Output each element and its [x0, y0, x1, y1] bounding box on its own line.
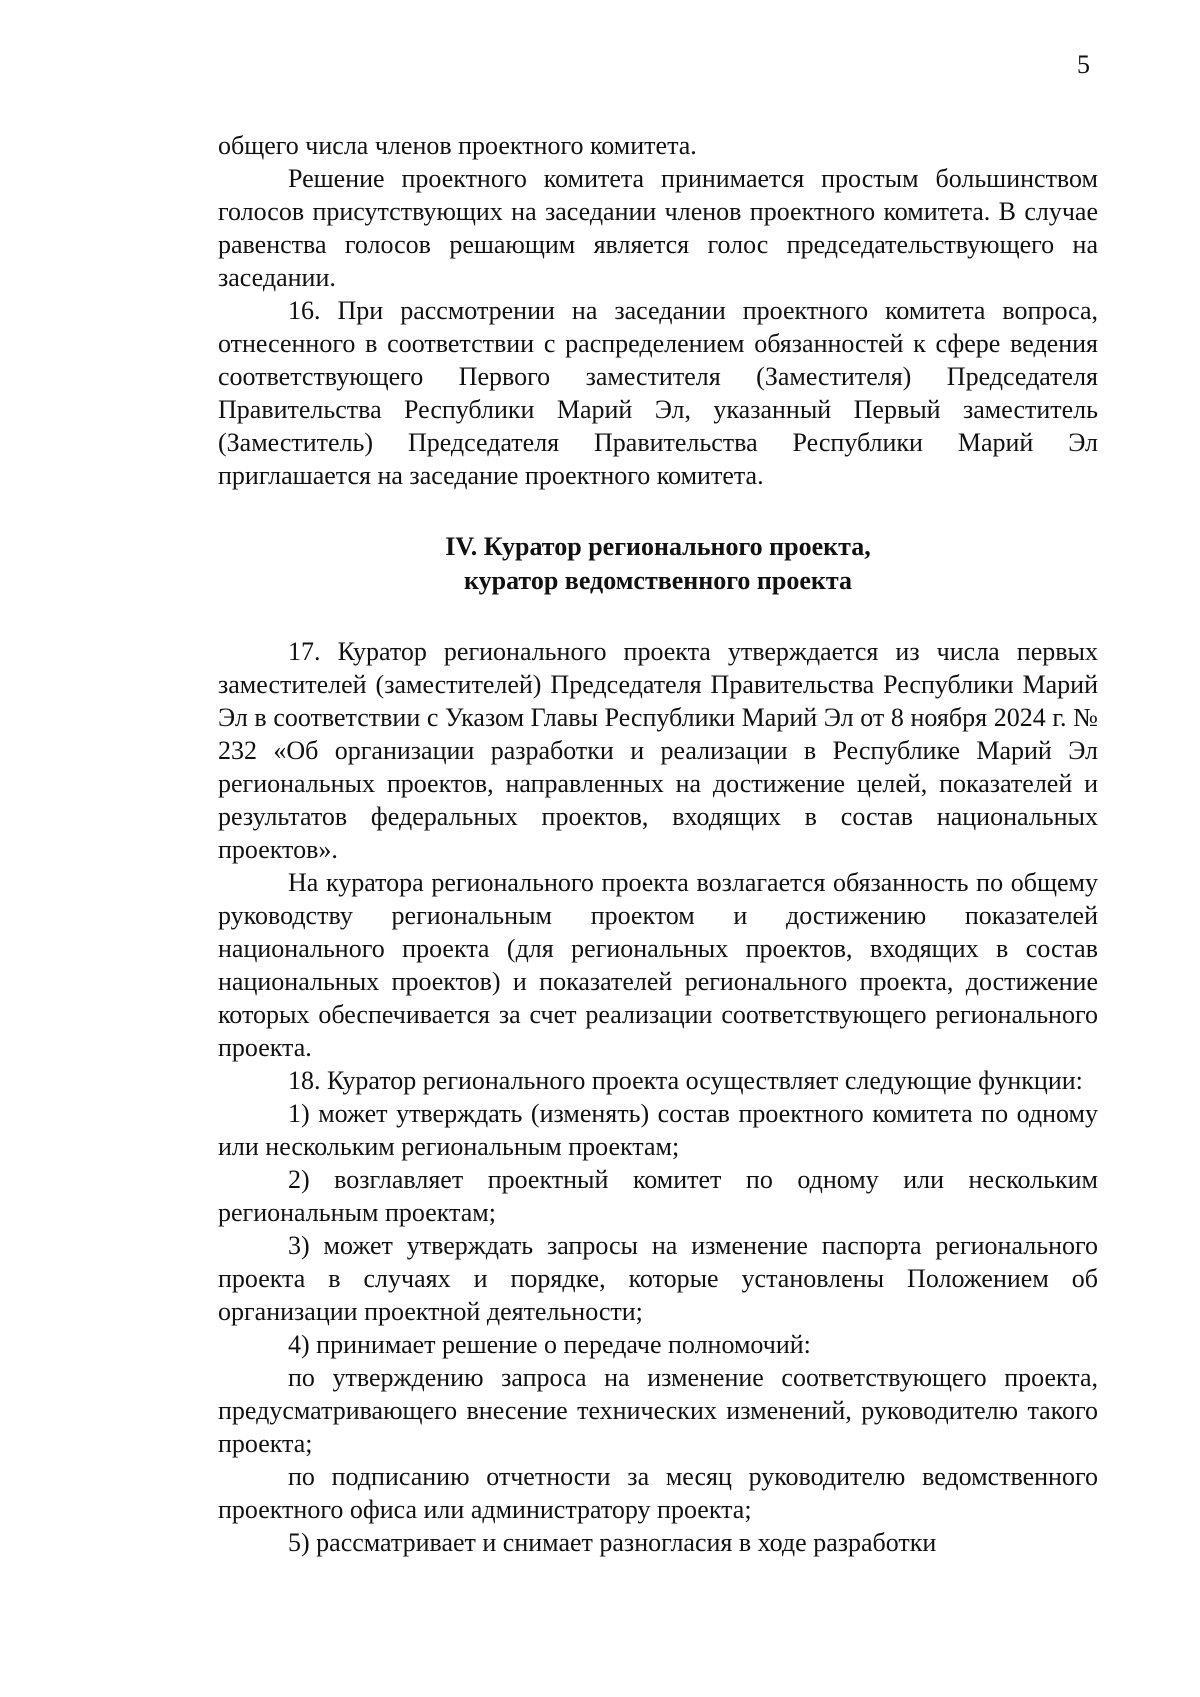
paragraph-decision-rule: Решение проектного комитета принимается простым большинством голосов присутствующих на заседании членов проектного комитета. В случае равенства голосов решающим является голос председательствующего на заседании. [218, 164, 1098, 292]
section-heading-line-2: куратор ведомственного проекта [464, 566, 852, 595]
paragraph-item-16: 16. При рассмотрении на заседании проектного комитета вопроса, отнесенного в соответствии с распределением обязанностей к сфере ведения соответствующего Первого заместителя (Заместителя) Председателя Правительства Республики Марий Эл, указанный Первый заместитель (Заместитель) Председателя Правительства Республики Марий Эл приглашается на заседание проектного комитета. [218, 296, 1098, 490]
document-body [218, 129, 1098, 1559]
paragraph-continuation: общего числа членов проектного комитета. [218, 131, 697, 160]
paragraph-item-17: 17. Куратор регионального проекта утверждается из числа первых заместителей (заместителей) Председателя Правительства Республики Марий Эл в соответствии с Указом Главы Республики Марий Эл от 8 ноября 2024 г. № 232 «Об организации разработки и реализации в Республике Марий Эл региональных проектов, направленных на достижение целей, показателей и результатов федеральных проектов, входящих в состав национальных проектов». [218, 637, 1098, 864]
section-heading-line-1: IV. Куратор регионального проекта, [445, 532, 871, 561]
list-item-4-subitem-1: по утверждению запроса на изменение соответствующего проекта, предусматривающего внесение технических изменений, руководителю такого проекта; [218, 1363, 1098, 1458]
list-item-4: 4) принимает решение о передаче полномочий: [288, 1330, 811, 1359]
list-item-2: 2) возглавляет проектный комитет по одному или нескольким региональным проектам; [218, 1165, 1098, 1227]
list-item-5: 5) рассматривает и снимает разногласия в ходе разработки [288, 1528, 937, 1557]
section-heading [218, 530, 1098, 598]
list-item-4-subitem-2: по подписанию отчетности за месяц руководителю ведомственного проектного офиса или администратору проекта; [218, 1462, 1098, 1524]
list-item-1: 1) может утверждать (изменять) состав проектного комитета по одному или нескольким региональным проектам; [218, 1099, 1098, 1161]
paragraph-item-18: 18. Куратор регионального проекта осуществляет следующие функции: [288, 1066, 1083, 1095]
page-number: 5 [1077, 50, 1090, 79]
paragraph-curator-duty: На куратора регионального проекта возлагается обязанность по общему руководству региональным проектом и достижению показателей национального проекта (для региональных проектов, входящих в состав национальных проектов) и показателей регионального проекта, достижение которых обеспечивается за счет реализации соответствующего регионального проекта. [218, 868, 1098, 1062]
list-item-3: 3) может утверждать запросы на изменение паспорта регионального проекта в случаях и порядке, которые установлены Положением об организации проектной деятельности; [218, 1231, 1098, 1326]
